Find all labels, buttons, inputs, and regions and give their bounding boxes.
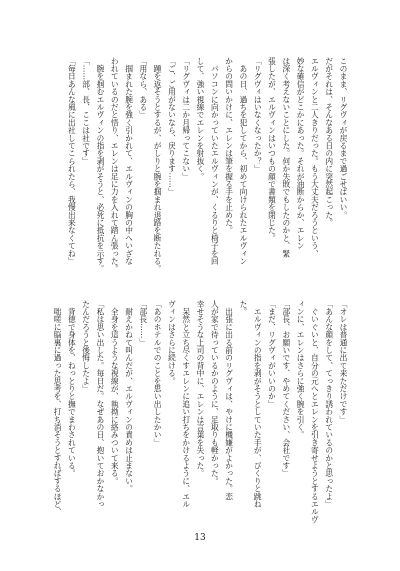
text-column: 咄嗟に脳裏に過った思考を、打ち消そうとすればするほど、 <box>53 300 63 516</box>
text-column: 背徳で身体を、ねっとりと撫でまわされている。 <box>67 300 77 478</box>
text-column: あの日、過ちを犯してから、初めて向けられたエルヴィン <box>238 57 248 265</box>
text-column: 妙な確信がどこかにあった。それが油断からか、エレン <box>296 57 306 250</box>
text-column: 「用なら、ある」 <box>138 57 148 119</box>
text-column: 「毎日あんな風に出社してこられたら、我慢出来なくてね」 <box>67 57 77 265</box>
text-column: 全身を這うような視線が、執拗に絡みついて来る。 <box>110 300 120 485</box>
text-column: 「部長……」 <box>138 300 148 347</box>
text-column: 掴まれた腕を強く引かれて、エルヴィンの胸の中へいざな <box>124 57 134 265</box>
text-column: 「あんな顔をして、てっきり誘われているのかと思ったよ」 <box>324 300 334 508</box>
text-column: 「あのホテルでのことを思い出したかい」 <box>153 300 163 447</box>
text-column: 「まだ、リグヴィがいいのか」 <box>267 300 277 408</box>
text-column: 「ご、ご用がないなら、戻ります……」 <box>167 57 177 196</box>
text-column: 踵を返そうとするが、がしりと腕を掴まれ退路を断たれる。 <box>153 57 163 273</box>
text-column: ヴィンはさらに続ける。 <box>167 300 177 385</box>
text-column: エルヴィンの指を剥がそうとしていた手が、びくりと跳ね <box>253 300 263 508</box>
text-column: 「リグヴィはいなくなったか？」 <box>253 57 263 173</box>
text-column: 腕を掴むエルヴィンの指を剥がそうと、必死に抵抗を示す。 <box>95 57 105 273</box>
text-column: 「オレは普通に出て来ただけです」 <box>339 300 348 424</box>
text-column: 張したが、エルヴィンはいつもの顔で書類を閉じた。 <box>267 57 277 242</box>
text-column: 人が家で待っているかのように、足取りも軽かった。 <box>210 300 220 485</box>
text-column: 耐えかねて叫んだが、エルヴィンの責めは止まない。 <box>124 300 134 493</box>
text-column: われているのだと悟り、エレンは足に力を入れて踏ん張った。 <box>110 57 120 273</box>
text-column: だがそれは、そんなある日の内に突然起こった。 <box>324 57 334 227</box>
text-column: して、強い視線でエレンを射抜く。 <box>196 57 206 181</box>
text-column: は深く考えないことにした。何か失敗でもしたのかと、緊 <box>281 57 291 258</box>
page-number: 13 <box>194 533 206 543</box>
text-column: 「……部、長、ここは社です」 <box>81 57 91 165</box>
text-column: 「リグヴィは二か月帰ってこない」 <box>181 57 191 181</box>
text-column: 「私は思い出した。毎日だ。なぜあの日、抱いておかなかっ <box>95 300 105 508</box>
text-column: 「部長、お願いです、やめてください、会社です」 <box>281 300 291 478</box>
text-column: 呆然と立ち尽くすエレンに追い打ちをかけるように、エル <box>181 300 191 508</box>
text-column: ィンに、エレンはさらに強く腕を引く。 <box>296 300 306 439</box>
lower-text-tier <box>50 300 350 524</box>
text-column: た。 <box>238 300 248 316</box>
text-column: このまま、リグヴィが戻るまで過ごせばいい。 <box>339 57 348 219</box>
upper-text-tier <box>64 57 350 275</box>
text-column: 出張に出る前のリグヴィは、やけに機嫌がよかった。恋 <box>224 300 234 501</box>
text-column: からの問いかけに、エレンは筆を握る手を止めた。 <box>224 57 234 235</box>
text-column: パソコンに向かっていたエルヴィンが、くるりと椅子を回 <box>210 57 220 265</box>
text-column: エルヴィンと二人きりだった。もう大丈夫だろうという、 <box>310 57 320 258</box>
text-column: たんだろうと後悔したよ」 <box>81 300 91 393</box>
text-column: 幸せそうな上司の背中に、エレンは言葉を失った。 <box>196 300 206 478</box>
text-column: ぐいぐいと、自分の元へとエレンを引き寄せようとするエルヴ <box>310 300 320 524</box>
